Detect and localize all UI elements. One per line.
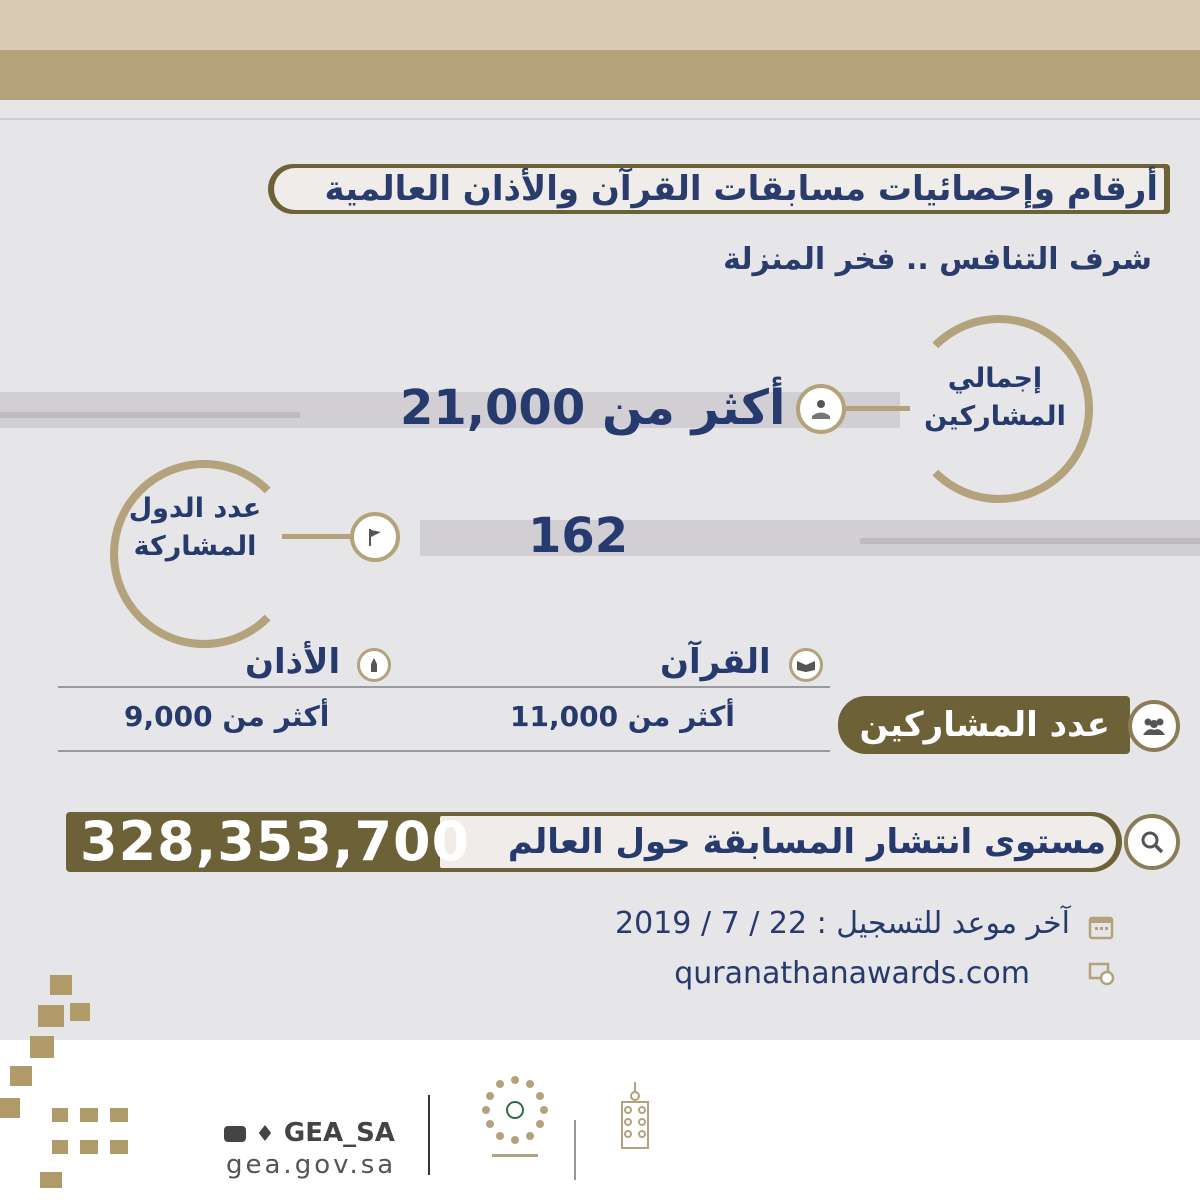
athan-value: أكثر من 9,000 xyxy=(124,700,330,733)
total-label-line2: المشاركين xyxy=(924,401,1066,432)
deco-block xyxy=(38,1005,64,1027)
countries-label-line2: المشاركة xyxy=(133,531,257,562)
deco-block xyxy=(110,1140,128,1154)
divider xyxy=(0,118,1200,120)
gea-site[interactable]: gea.gov.sa xyxy=(226,1150,397,1180)
total-label-line1: إجمالي xyxy=(947,363,1043,394)
connector-total xyxy=(846,406,910,411)
person-hand-icon xyxy=(796,384,846,434)
quran-athan-awards-emblem xyxy=(600,1078,670,1177)
countries-label xyxy=(115,490,275,566)
deco-block xyxy=(80,1108,98,1122)
minaret-icon xyxy=(357,648,391,682)
twitter-icon: ♦ xyxy=(255,1122,275,1147)
stripe-total-dark xyxy=(0,412,300,418)
breakdown-top-line xyxy=(58,686,830,688)
deco-block xyxy=(70,1003,90,1021)
search-icon xyxy=(1124,814,1180,870)
gea-emblem xyxy=(470,1070,560,1174)
footer-separator xyxy=(428,1095,430,1175)
youtube-icon xyxy=(224,1126,246,1142)
quran-value: أكثر من 11,000 xyxy=(510,700,735,733)
breakdown-bottom-line xyxy=(58,750,830,752)
page-title: أرقام وإحصائيات مسابقات القرآن والأذان العالمية xyxy=(324,169,1158,209)
countries-label-line1: عدد الدول xyxy=(128,493,262,524)
social-handle-text: GEA_SA xyxy=(283,1118,395,1148)
deadline-text: آخر موعد للتسجيل : 22 / 7 / 2019 xyxy=(615,906,1070,941)
deco-block xyxy=(110,1108,128,1122)
header-band-light xyxy=(0,0,1200,50)
deco-block xyxy=(30,1036,54,1058)
total-participants-value: أكثر من 21,000 xyxy=(400,380,786,436)
deco-block xyxy=(10,1066,32,1086)
social-handle[interactable] xyxy=(224,1118,395,1148)
deco-block xyxy=(40,1172,62,1188)
countries-value: 162 xyxy=(528,508,629,564)
people-icon xyxy=(1128,700,1180,752)
total-participants-label xyxy=(915,360,1075,436)
page-subtitle: شرف التنافس .. فخر المنزلة xyxy=(723,242,1152,277)
reach-label: مستوى انتشار المسابقة حول العالم xyxy=(507,822,1106,862)
quran-icon xyxy=(789,648,823,682)
footer-separator-2 xyxy=(574,1120,576,1180)
deco-block xyxy=(0,1098,20,1118)
deco-block xyxy=(52,1140,68,1154)
deco-block xyxy=(80,1140,98,1154)
reach-value: 328,353,700 xyxy=(80,810,471,873)
deco-block xyxy=(50,975,72,995)
participants-count-label: عدد المشاركين xyxy=(859,705,1110,745)
flag-icon xyxy=(350,512,400,562)
stripe-countries-dark xyxy=(860,538,1200,544)
web-icon xyxy=(1086,958,1116,988)
athan-heading: الأذان xyxy=(245,642,341,682)
quran-heading: القرآن xyxy=(660,642,771,682)
calendar-icon xyxy=(1086,912,1116,942)
deco-block xyxy=(52,1108,68,1122)
connector-countries xyxy=(282,534,352,539)
website-link[interactable]: quranathanawards.com xyxy=(674,956,1030,991)
